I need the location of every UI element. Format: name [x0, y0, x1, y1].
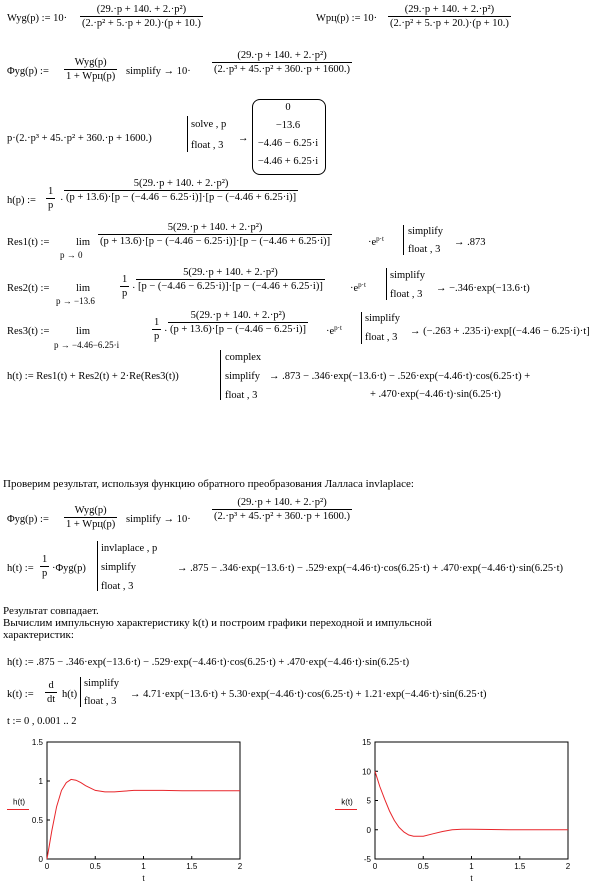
ht-sum-result: → .873 − .346·exp(−13.6·t) − .526·exp(−4.46·t)·cos(6.25·t) +: [269, 371, 531, 382]
kw: simplify: [408, 226, 444, 237]
res3-fraction: [168, 310, 308, 335]
den: (p + 13.6)·[p − (−4.46 − 6.25·i)]·[p − (−4.46 + 6.25·i)]: [66, 192, 297, 203]
res2-lhs: Res2(t) :=: [7, 283, 50, 294]
wpc-denominator: (2.·p² + 5.·p + 20.)·(p + 10.): [390, 18, 509, 29]
kw: float , 3: [101, 581, 134, 592]
wyg-fraction: [80, 4, 203, 29]
e: ·e: [350, 283, 359, 294]
lim: lim: [76, 237, 91, 248]
derivative: [45, 680, 57, 705]
kt-lhs: k(t) :=: [7, 689, 34, 700]
solve-keyword: solve , p: [191, 119, 227, 130]
res2-fraction: [136, 267, 325, 292]
y-tick-label: 0: [366, 825, 371, 835]
e: ·e: [326, 326, 335, 337]
kw: invlaplace , p: [101, 543, 158, 554]
dot: ·: [60, 195, 64, 206]
den: dt: [47, 694, 56, 705]
kw: float , 3: [84, 696, 117, 707]
root: −4.46 − 6.25·i: [257, 138, 319, 149]
root: −4.46 + 6.25·i: [257, 156, 319, 167]
num: 1: [154, 317, 160, 328]
y-tick-label: 5: [366, 796, 371, 806]
x-tick-label: 0: [44, 862, 50, 871]
x-tick-label: 1.5: [514, 862, 526, 871]
res2-result: → −.346·exp(−13.6·t): [436, 283, 530, 294]
solve-arrow: →: [238, 133, 249, 144]
lim-sub: p → −4.46−6.25·i: [54, 340, 120, 350]
kw: complex: [225, 352, 262, 363]
wyg-lhs: Wyg(p) := 10·: [7, 13, 68, 24]
wyg-denominator: (2.·p² + 5.·p + 20.)·(p + 10.): [82, 18, 201, 29]
x-tick-label: 0: [372, 862, 378, 871]
wpc-lhs: Wpц(p) := 10·: [316, 13, 378, 24]
phi-fraction: [64, 57, 117, 82]
res1-lhs: Res1(t) :=: [7, 237, 50, 248]
check-paragraph: Проверим результат, используя функцию обратного преобразования Лалласа invlaplace:: [3, 478, 414, 490]
kw: float , 3: [408, 244, 441, 255]
ht-inv-lhs: h(t) :=: [7, 563, 34, 574]
y-tick-label: -5: [363, 855, 371, 864]
plot-frame: [47, 742, 240, 859]
phi-lhs: Φyg(p) :=: [7, 66, 49, 77]
x-tick-label: 1: [141, 862, 146, 871]
series-line: [47, 779, 240, 859]
exp: [350, 283, 366, 294]
series-line: [375, 771, 568, 836]
num: 5(29.·p + 140. + 2.·p²): [167, 222, 263, 233]
den: p: [48, 200, 54, 211]
phi-result-numerator: (29.·p + 140. + 2.·p²): [237, 50, 327, 61]
y-axis-label: h(t): [13, 797, 25, 807]
den: p: [42, 568, 48, 579]
hp-lhs: h(p) :=: [7, 195, 36, 206]
kw: simplify: [225, 371, 261, 382]
sup: p·t: [376, 235, 384, 243]
ht-sum-lhs: h(t) := Res1(t) + Res2(t) + 2·Re(Res3(t)): [7, 371, 179, 382]
kw: float , 3: [390, 289, 423, 300]
res3-result: → (−.263 + .235·i)·exp[(−4.46 − 6.25·i)·t]: [410, 326, 590, 337]
phi-numerator: Wyg(p): [74, 57, 107, 68]
den: p: [154, 331, 160, 342]
float-keyword: float , 3: [191, 140, 224, 151]
num: 1: [48, 186, 54, 197]
y-axis-label: k(t): [341, 797, 353, 807]
wpc-fraction: [388, 4, 511, 29]
phi2-lhs: Φyg(p) :=: [7, 514, 49, 525]
phi-call: ·Φyg(p): [52, 563, 86, 574]
dot: ·: [164, 326, 168, 337]
exp: [326, 326, 342, 337]
match-text: Результат совпадает.: [3, 605, 99, 617]
kw: simplify: [101, 562, 137, 573]
char-poly-expr: p·(2.·p³ + 45.·p² + 360.·p + 1600.): [7, 133, 152, 144]
den: (p + 13.6)·[p − (−4.46 − 6.25·i)]·[p − (−4.46 + 6.25·i)]: [100, 236, 331, 247]
phi2-result-fraction: [212, 497, 352, 522]
root: −13.6: [275, 120, 301, 131]
x-tick-label: 0.5: [89, 862, 101, 871]
lim: lim: [76, 283, 91, 294]
res1-fraction: [98, 222, 332, 247]
lim-sub: p → 0: [60, 250, 83, 260]
impulse-text-cont: характеристик:: [3, 629, 74, 641]
x-tick-label: 1.5: [186, 862, 198, 871]
phi-denominator: 1 + Wpц(p): [66, 71, 116, 82]
lim-sub: p → −13.6: [56, 296, 95, 306]
den: p: [122, 288, 128, 299]
kw: simplify: [84, 678, 120, 689]
sup: p·t: [358, 281, 366, 289]
phi2-fraction: [64, 505, 117, 530]
x-tick-label: 0.5: [417, 862, 429, 871]
den: 1 + Wpц(p): [66, 519, 116, 530]
inv-p: [40, 554, 49, 579]
wyg-numerator: (29.·p + 140. + 2.·p²): [96, 4, 187, 15]
impulse-response-chart: [320, 735, 609, 881]
sup: p·t: [334, 324, 342, 332]
exp: [368, 237, 384, 248]
inv-p: [120, 274, 129, 299]
den: (p + 13.6)·[p − (−4.46 − 6.25·i)]: [170, 324, 306, 335]
inv-p: [152, 317, 161, 342]
lim: lim: [76, 326, 91, 337]
t-range: t := 0 , 0.001 .. 2: [7, 716, 77, 727]
hp-fraction: [64, 178, 298, 203]
den: (2.·p³ + 45.·p² + 360.·p + 1600.): [214, 511, 351, 522]
res1-result: → .873: [454, 237, 486, 248]
kt-result: → 4.71·exp(−13.6·t) + 5.30·exp(−4.46·t)·cos(6.25·t) + 1.21·exp(−4.46·t)·sin(6.25·t): [130, 689, 487, 700]
kw: float , 3: [365, 332, 398, 343]
num: Wyg(p): [74, 505, 107, 516]
num: 5(29.·p + 140. + 2.·p²): [183, 267, 278, 278]
res3-lhs: Res3(t) :=: [7, 326, 50, 337]
phi2-simplify: simplify → 10·: [126, 514, 191, 525]
y-tick-label: 1: [38, 777, 43, 786]
impulse-text: Вычислим импульсную характеристику k(t) и построим графики переходной и импульсной: [3, 617, 432, 629]
kw: float , 3: [225, 390, 258, 401]
root: 0: [285, 102, 291, 113]
step-response-chart: [0, 735, 300, 881]
wpc-numerator: (29.·p + 140. + 2.·p²): [404, 4, 495, 15]
x-tick-label: 1: [469, 862, 474, 871]
kw: simplify: [365, 313, 401, 324]
num: 1: [42, 554, 48, 565]
num: 1: [122, 274, 128, 285]
num: d: [48, 680, 54, 691]
hp-inv-p: [46, 186, 55, 211]
kt-arg: h(t): [62, 689, 78, 700]
roots-vector: [252, 102, 324, 174]
x-tick-label: 2: [565, 862, 571, 871]
phi-result-denominator: (2.·p³ + 45.·p² + 360.·p + 1600.): [214, 64, 351, 75]
num: 5(29.·p + 140. + 2.·p²): [133, 178, 229, 189]
y-tick-label: 1.5: [31, 738, 43, 747]
ht-def: h(t) := .875 − .346·exp(−13.6·t) − .529·exp(−4.46·t)·cos(6.25·t) + .470·exp(−4.46·t)·sin(6.25·t): [7, 657, 410, 668]
x-axis-label: t: [142, 874, 145, 881]
y-tick-label: 15: [362, 738, 371, 747]
y-tick-label: 0.5: [31, 816, 43, 825]
kw: simplify: [390, 270, 426, 281]
num: 5(29.·p + 140. + 2.·p²): [190, 310, 286, 321]
ht-inv-result: → .875 − .346·exp(−13.6·t) − .529·exp(−4.46·t)·cos(6.25·t) + .470·exp(−4.46·t)·sin(6.25·t): [177, 563, 564, 574]
plot-frame: [375, 742, 568, 859]
y-tick-label: 10: [362, 767, 371, 777]
x-axis-label: t: [470, 874, 473, 881]
num: (29.·p + 140. + 2.·p²): [237, 497, 327, 508]
dot: ·: [132, 283, 136, 294]
e: ·e: [368, 237, 377, 248]
x-tick-label: 2: [237, 862, 243, 871]
den: [p − (−4.46 − 6.25·i)]·[p − (−4.46 + 6.25·i)]: [138, 281, 323, 292]
phi-simplify: simplify → 10·: [126, 66, 191, 77]
y-tick-label: 0: [38, 855, 43, 864]
ht-sum-result-cont: + .470·exp(−4.46·t)·sin(6.25·t): [370, 389, 501, 400]
phi-result-fraction: [212, 50, 352, 75]
